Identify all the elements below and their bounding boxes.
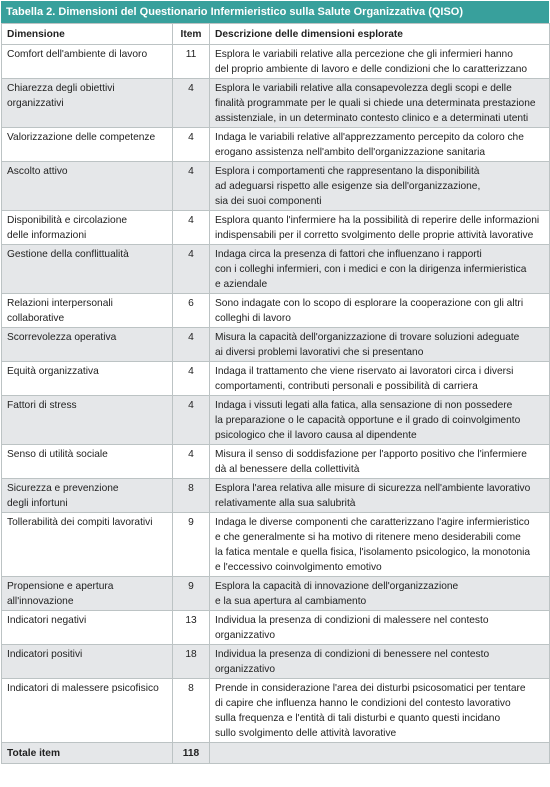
dimension-line: Indicatori negativi (7, 615, 87, 626)
dimension-line: Ascolto attivo (7, 166, 68, 177)
description-line: Indaga i vissuti legati alla fatica, alla sensazione di non possedere (215, 400, 513, 411)
table-row (2, 513, 550, 577)
description-line: Sono indagate con lo scopo di esplorare la cooperazione con gli altri (215, 298, 524, 309)
description-cell (210, 362, 550, 396)
total-value: 118 (173, 743, 210, 764)
table-row (2, 245, 550, 294)
description-line: Esplora le variabili relative alla percezione che gli infermieri hanno (215, 49, 513, 60)
description-cell (210, 211, 550, 245)
dimension-line: Chiarezza degli obiettivi (7, 83, 115, 94)
dimension-cell (2, 513, 173, 577)
table-row (2, 577, 550, 611)
dimension-line: degli infortuni (7, 498, 68, 509)
dimension-line: Relazioni interpersonali (7, 298, 113, 309)
item-count-cell: 4 (173, 128, 210, 162)
header-item: Item (173, 24, 210, 45)
item-count-cell: 6 (173, 294, 210, 328)
table-footer (2, 743, 550, 764)
dimension-line: Disponibilità e circolazione (7, 215, 128, 226)
description-line: Prende in considerazione l'area dei disturbi psicosomatici per tentare (215, 683, 526, 694)
item-count-cell: 4 (173, 245, 210, 294)
dimension-line: Tollerabilità dei compiti lavorativi (7, 517, 153, 528)
table-row (2, 162, 550, 211)
description-line: sullo svolgimento delle attività lavorative (215, 728, 397, 739)
description-line: la fatica mentale e quella fisica, l'isolamento psicologico, la monotonia (215, 547, 531, 558)
table-row (2, 328, 550, 362)
description-line: Misura il senso di soddisfazione per l'apporto positivo che l'infermiere (215, 449, 527, 460)
table-row (2, 211, 550, 245)
dimension-line: Indicatori positivi (7, 649, 83, 660)
description-line: e l'eccessivo coinvolgimento emotivo (215, 562, 382, 573)
description-cell (210, 245, 550, 294)
dimension-cell (2, 577, 173, 611)
description-line: organizzativo (215, 630, 276, 641)
table-row (2, 362, 550, 396)
description-cell (210, 445, 550, 479)
item-count-cell: 9 (173, 513, 210, 577)
table-row (2, 45, 550, 79)
description-line: Individua la presenza di condizioni di malessere nel contesto (215, 615, 489, 626)
item-count-cell: 11 (173, 45, 210, 79)
table-row (2, 611, 550, 645)
dimension-cell (2, 79, 173, 128)
description-line: Indaga le variabili relative all'apprezzamento percepito da coloro che (215, 132, 524, 143)
item-count-cell: 8 (173, 679, 210, 743)
description-line: Esplora quanto l'infermiere ha la possibilità di reperire delle informazioni (215, 215, 540, 226)
description-line: con i colleghi infermieri, con i medici e con la dirigenza infermieristica (215, 264, 527, 275)
item-count-cell: 4 (173, 211, 210, 245)
description-line: erogano assistenza nell'ambito dell'organizzazione sanitaria (215, 147, 486, 158)
description-line: Individua la presenza di condizioni di benessere nel contesto (215, 649, 490, 660)
dimension-line: collaborative (7, 313, 65, 324)
description-line: assistenziale, in un determinato contesto clinico e a determinati utenti (215, 113, 529, 124)
dimension-line: Scorrevolezza operativa (7, 332, 117, 343)
item-count-cell: 18 (173, 645, 210, 679)
description-line: di capire che influenza hanno le condizioni del contesto lavorativo (215, 698, 511, 709)
description-cell (210, 162, 550, 211)
dimension-cell (2, 445, 173, 479)
dimension-line: all'innovazione (7, 596, 74, 607)
description-cell (210, 128, 550, 162)
description-line: Esplora l'area relativa alle misure di sicurezza nell'ambiente lavorativo (215, 483, 531, 494)
description-cell (210, 479, 550, 513)
item-count-cell: 4 (173, 162, 210, 211)
description-line: e la sua apertura al cambiamento (215, 596, 367, 607)
description-cell (210, 513, 550, 577)
dimension-cell (2, 45, 173, 79)
description-line: del proprio ambiente di lavoro e delle condizioni che lo caratterizzano (215, 64, 528, 75)
description-line: Indaga il trattamento che viene riservato ai lavoratori circa i diversi (215, 366, 514, 377)
table-row (2, 445, 550, 479)
description-line: psicologico che il lavoro causa al dipendente (215, 430, 417, 441)
table-row (2, 645, 550, 679)
description-line: ad adeguarsi rispetto alle esigenze sia dell'organizzazione, (215, 181, 481, 192)
description-line: e aziendale (215, 279, 268, 290)
description-line: Indaga circa la presenza di fattori che influenzano i rapporti (215, 249, 482, 260)
description-line: relativamente alla sua salubrità (215, 498, 356, 509)
dimension-line: organizzativi (7, 98, 64, 109)
dimension-line: Sicurezza e prevenzione (7, 483, 119, 494)
description-line: Misura la capacità dell'organizzazione di trovare soluzioni adeguate (215, 332, 520, 343)
dimension-cell (2, 611, 173, 645)
description-line: comportamenti, contributi personali e possibilità di carriera (215, 381, 478, 392)
description-cell (210, 679, 550, 743)
item-count-cell: 4 (173, 396, 210, 445)
description-line: dà al benessere della collettività (215, 464, 360, 475)
item-count-cell: 8 (173, 479, 210, 513)
dimension-line: Senso di utilità sociale (7, 449, 108, 460)
description-line: e che generalmente si ha motivo di ritenere meno desiderabili come (215, 532, 521, 543)
dimension-line: Valorizzazione delle competenze (7, 132, 156, 143)
description-line: finalità programmate per le quali si chiede una determinata prestazione (215, 98, 536, 109)
item-count-cell: 4 (173, 362, 210, 396)
table-title: Tabella 2. Dimensioni del Questionario Infermieristico sulla Salute Organizzativa (QISO) (1, 1, 549, 23)
dimension-cell (2, 245, 173, 294)
description-cell (210, 645, 550, 679)
dimension-cell (2, 294, 173, 328)
description-line: Esplora la capacità di innovazione dell'organizzazione (215, 581, 459, 592)
table-row (2, 79, 550, 128)
description-line: ai diversi problemi lavorativi che si presentano (215, 347, 424, 358)
table-header (2, 24, 550, 45)
dimension-cell (2, 162, 173, 211)
dimension-line: Fattori di stress (7, 400, 77, 411)
description-cell (210, 577, 550, 611)
description-cell (210, 328, 550, 362)
description-cell (210, 294, 550, 328)
table-row (2, 396, 550, 445)
table-row (2, 294, 550, 328)
table-row (2, 479, 550, 513)
description-line: Indaga le diverse componenti che caratterizzano l'agire infermieristico (215, 517, 530, 528)
dimension-line: Comfort dell'ambiente di lavoro (7, 49, 148, 60)
dimension-line: Indicatori di malessere psicofisico (7, 683, 159, 694)
table-row (2, 128, 550, 162)
item-count-cell: 13 (173, 611, 210, 645)
dimension-cell (2, 679, 173, 743)
qiso-table (1, 23, 550, 764)
item-count-cell: 9 (173, 577, 210, 611)
description-line: Esplora le variabili relative alla consapevolezza degli scopi e delle (215, 83, 512, 94)
description-line: sulla frequenza e l'entità di tali disturbi e quanto questi incidano (215, 713, 501, 724)
description-line: sia dei suoi componenti (215, 196, 322, 207)
dimension-line: Gestione della conflittualità (7, 249, 129, 260)
total-row (2, 743, 550, 764)
description-cell (210, 79, 550, 128)
description-cell (210, 396, 550, 445)
item-count-cell: 4 (173, 79, 210, 128)
total-label: Totale item (2, 743, 173, 764)
header-description: Descrizione delle dimensioni esplorate (210, 24, 550, 45)
item-count-cell: 4 (173, 445, 210, 479)
header-dimension: Dimensione (2, 24, 173, 45)
table-row (2, 679, 550, 743)
table-body (2, 45, 550, 743)
description-cell (210, 45, 550, 79)
dimension-line: delle informazioni (7, 230, 87, 241)
dimension-cell (2, 362, 173, 396)
description-line: indispensabili per il corretto svolgimento delle proprie attività lavorative (215, 230, 534, 241)
dimension-cell (2, 328, 173, 362)
description-line: Esplora i comportamenti che rappresentano la disponibilità (215, 166, 480, 177)
dimension-cell (2, 479, 173, 513)
description-line: la preparazione o le capacità opportune e il grado di coinvolgimento (215, 415, 521, 426)
dimension-cell (2, 128, 173, 162)
description-cell (210, 611, 550, 645)
item-count-cell: 4 (173, 328, 210, 362)
total-description (210, 743, 550, 764)
description-line: colleghi di lavoro (215, 313, 291, 324)
dimension-cell (2, 645, 173, 679)
table-container (1, 1, 549, 764)
dimension-line: Propensione e apertura (7, 581, 114, 592)
dimension-cell (2, 396, 173, 445)
dimension-cell (2, 211, 173, 245)
description-line: organizzativo (215, 664, 276, 675)
dimension-line: Equità organizzativa (7, 366, 99, 377)
